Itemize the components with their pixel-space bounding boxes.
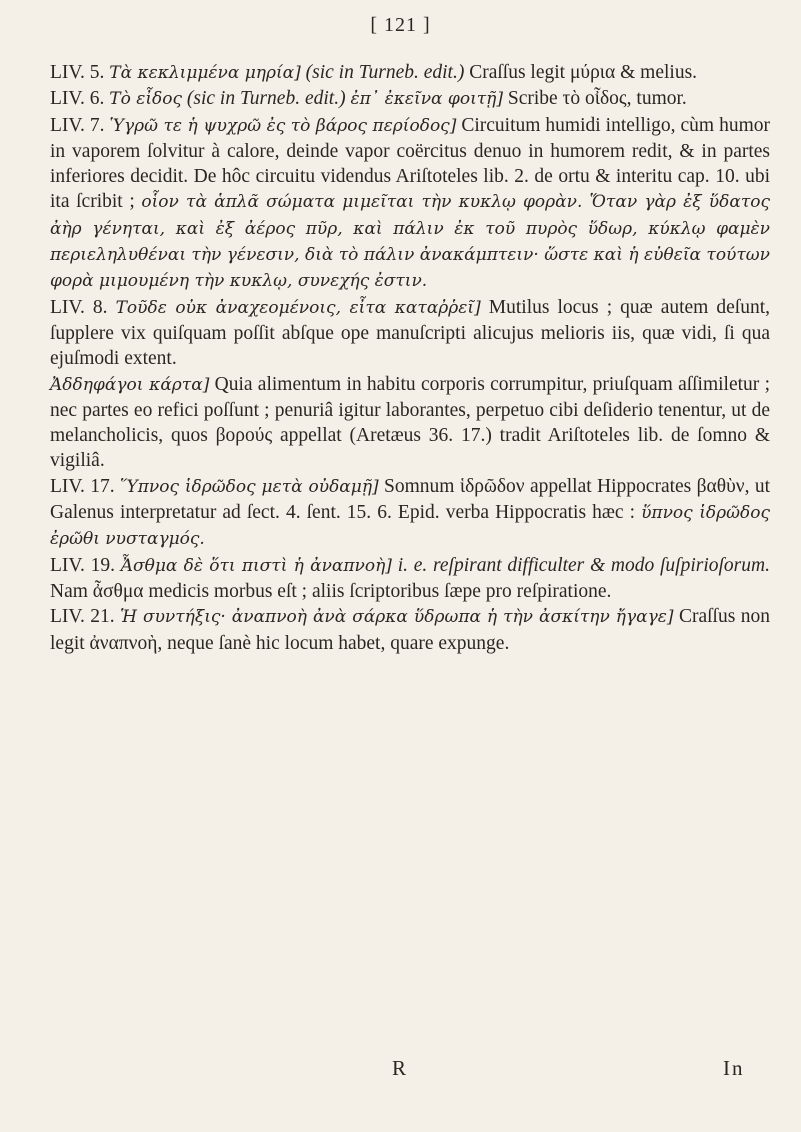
entry-liv-7 (50, 113, 770, 295)
entry-liv-17 (50, 474, 770, 553)
greek-quote: οἷον τὰ ἁπλᾶ σώματα μιμεῖται τὴν κυκλῳ φορὰν. Ὅταν γὰρ ἐξ ὕδατος ἀὴρ γένηται, καὶ ἐξ ἀέρος πῦρ, καὶ πάλιν ἐκ τοῦ πυρὸς ὕδωρ, κύκλῳ φαμὲν περιεληλυθέναι τὴν γένεσιν, διὰ τὸ πάλιν ἀνακάμπτειν· ὥστε καὶ ἡ εὐθεῖα τούτων φορὰ μιμουμένη τὴν κυκλῳ, συνεχής ἐστιν. (50, 192, 770, 292)
entry-text: Somnum ἱδρῶδον appellat Hippocrates βαθὺν, ut Galenus interpretatur ad ſect. 4. ſent. 15. 6. Epid. verba Hippocratis hæc : (50, 475, 770, 524)
page-footer (0, 1056, 801, 1086)
signature-mark: R (392, 1056, 407, 1080)
entry-text: Craſſus non legit ἀναπνοὴ, neque ſanè hic locum habet, quare expunge. (50, 606, 771, 654)
page-number: [ 121 ] (370, 14, 431, 36)
catchword: In (723, 1056, 745, 1080)
greek-lemma: Ἀδδηφάγοι κάρτα] (50, 374, 210, 395)
entry-note: (sic in Turneb. edit.) (186, 88, 346, 110)
entry-liv-19 (50, 553, 770, 605)
entry-liv-21 (50, 604, 770, 656)
entry-liv-6 (50, 86, 770, 112)
entry-liv-8 (50, 295, 770, 372)
greek-lemma: Ἡ συντήξις· ἀναπνοὴ ἀνὰ σάρκα ὕδρωπα ἡ τὴν ἀσκίτην ἤγαγε] (120, 607, 674, 628)
entry-text: Scribe τὸ οἶδος, tumor. (507, 88, 687, 110)
greek-phrase: ἐπ᾿ ἐκεῖνα φοιτῇ] (350, 89, 503, 110)
entry-liv-5 (50, 60, 770, 86)
entry-ref: LIV. 21. (50, 606, 115, 628)
entry-ref: LIV. 6. (50, 88, 105, 110)
entry-text-italic: i. e. reſpirant difficulter & modo ſuſpirioſorum. (397, 554, 770, 576)
greek-lemma: Ὑγρῶ τε ἡ ψυχρῶ ἐς τὸ βάρος περίοδος] (109, 115, 457, 136)
entry-text: Mutilus locus ; quæ autem deſunt, ſupplere vix quiſquam poſſit abſque ope manuſcripti alicujus melioris iis, quæ vidi, ſi qua ejuſmodi extent. (50, 296, 771, 370)
entry-ref: LIV. 5. (50, 62, 105, 83)
greek-lemma: Τοῦδε οὐκ ἀναχεομένοις, εἶτα καταῤῥεῖ] (115, 297, 481, 318)
annotations-text (50, 60, 770, 656)
greek-lemma: Ἆσθμα δὲ ὅτι πιστὶ ἡ ἀναπνοὴ] (120, 555, 392, 576)
entry-text: Nam ἆσθμα medicis morbus eſt ; aliis ſcriptoribus ſæpe pro reſpiratione. (50, 580, 612, 602)
entry-ref: LIV. 19. (50, 554, 115, 576)
greek-lemma: Τὰ κεκλιμμένα μηρία] (109, 63, 301, 83)
entry-ref: LIV. 7. (50, 114, 105, 136)
entry-addephagoi (50, 372, 770, 474)
greek-lemma: Τὸ εἶδος (109, 89, 182, 110)
entry-text: Quia alimentum in habitu corporis corrumpitur, priuſquam aſſimiletur ; nec partes eo refici poſſunt ; penuriâ igitur laborantes, perpetuo cibi deſiderio tenentur, ut de melancholicis, quos βορούς appellat (Aretæus 36. 17.) tradit Ariſtoteles lib. de ſomno & vigiliâ. (50, 373, 770, 472)
greek-phrase: ὕπνος ἱδρῶδος ἐρῶθι νυσταγμός. (50, 503, 770, 550)
entry-note: (sic in Turneb. edit.) (305, 62, 465, 83)
greek-lemma: Ὕπνος ἱδρῶδος μετὰ οὐδαμῇ] (119, 476, 379, 497)
entry-ref: LIV. 17. (50, 475, 115, 497)
entry-text: Circuitum humidi intelligo, cùm humor in vaporem ſolvitur à calore, deinde vapor coërcitus denuo in humorem redit, & in partes inferiores decidit. De hôc circuitu videndus Ariſtoteles lib. 2. de ortu & interitu cap. 10. ubi ita ſcribit ; (50, 114, 771, 213)
entry-ref: LIV. 8. (50, 296, 108, 318)
entry-text: Craſſus legit μύρια & melius. (469, 62, 698, 83)
